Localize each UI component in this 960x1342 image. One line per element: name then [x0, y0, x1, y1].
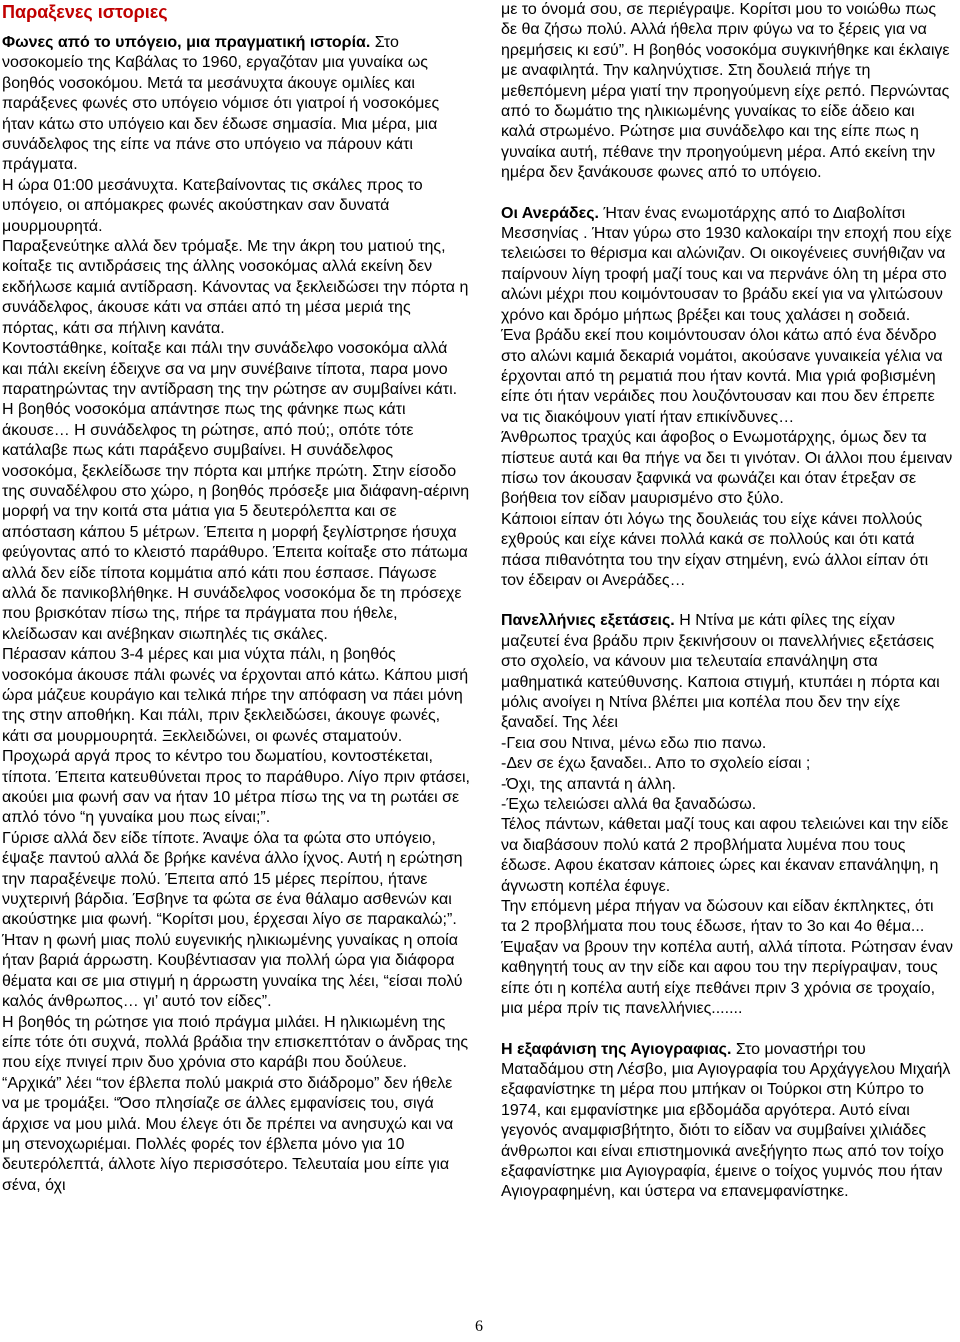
story-paragraph: Η ώρα 01:00 μεσάνυχτα. Κατεβαίνοντας τις σκάλες προς το υπόγειο, οι απόμακρες φωνές ακούστηκαν σαν δυνατά μουρμουρητά. [2, 176, 423, 235]
dialogue-line: -Δεν σε έχω ξαναδει.. Απο το σχολείο είσαι ; [501, 755, 811, 773]
story-exams [501, 611, 953, 1019]
story-icon-disappearance [501, 1040, 953, 1203]
story-paragraph: Γύρισε αλλά δεν είδε τίποτε. Άναψε όλα τα φώτα στο υπόγειο, έψαξε παντού αλλά δε βρήκε κανένα άλλο ίχνος. Αυτή η ερώτηση την παραξένεψε πολύ. Έπειτα από 15 μέρες περίπου, ήτανε νυχτερινή βάρδια. Έσβηνε τα φώτα σε ένα θάλαμο ασθενών και ακούστηκε μια φωνή. “Κορίτσι μου, έρχεσαι λίγο σε παρακαλώ;”. [2, 829, 463, 929]
story-paragraph: Η βοηθός νοσοκόμα απάντησε πως της φάνηκε πως κάτι άκουσε… Η συνάδελφος τη ρώτησε, από πού;, οπότε τότε κατάλαβε πως κάτι παράξενο συμβαίνει. Η συνάδελφος νοσοκόμα, ξεκλείδωσε την πόρτα και μπήκε πρώτη. Στην είσοδο της συναδέλφου στο χώρο, η βοηθός πρόσεξε μια διάφανη-αέρινη μορφή να την κοιτά στα μάτια για 5 δευτερόλεπτα και σε απόσταση κάπου 5 μέτρων. Έπειτα η μορφή ξεγλίστρησε ήσυχα φεύγοντας από το κλειστό παράθυρο. Έπειτα κοίταξε στο πάτωμα αλλά δεν είδε τίποτα κομμάτια από κάτι που έσπασε. Πάγωσε αλλά δε πανικοβλήθηκε. Η συνάδελφος νοσοκόμα δε τη πρόσεχε που βρισκόταν πίσω της, πήρε τα πράγματα που ήθελε, κλείδωσαν και ανέβηκαν σιωπηλές τις σκάλες. [2, 401, 470, 643]
story-aneraides [501, 204, 953, 592]
story-paragraph: Κοντοστάθηκε, κοίταξε και πάλι την συνάδελφο νοσοκόμα αλλά και πάλι εκείνη έδειχνε σα να μην συνέβαινε τίποτα, παρα μονο παρατηρώντας την αντίδραση της την ρώτησε αν συμβαίνει κάτι. [2, 340, 458, 398]
page-title: Παραξενες ιστοριες [2, 2, 168, 22]
story-paragraph: Η εξαφάνιση της Αγιογραφιας. Στο μοναστήρι του Ματαδάμου στη Λέσβο, μια Αγιογραφία του Αρχάγγελου Μιχαήλ εξαφανίστηκε τη μέρα που μπήκαν οι Τούρκοι στη Κύπρο το 1974, και εμφανίστηκε μια εβδομάδα αργότερα. Αυτό είναι γεγονός αναμφισβήτητο, διότι το είδαν να συμβαίνει χιλιάδες άνθρωποι και είναι επιστημονικά ανεξήγητο πως από τον τοίχο εξαφανίστηκε μια Αγιογραφία, έμεινε ο τοίχος γυμνός που ήταν Αγιογραφημένη, και ύστερα να επανεμφανίστηκε. [501, 1040, 951, 1201]
story-paragraph: Κάποιοι είπαν ότι λόγω της δουλειάς του είχε κάνει πολλούς εχθρούς και είχε κάνει πολλά κακά σε πολλούς και ότι κατά πάσα πιθανότητα του την είχαν στημένη, ενώ άλλοι είπαν ότι τον έδειραν οι Ανεράδες… [501, 510, 929, 589]
story-continuation: με το όνομά σου, σε περιέγραψε. Κορίτσι μου το νοιώθω πως δε θα ζήσω πολύ. Αλλά ήθελα πριν φύγω να το ξέρεις για να ηρεμήσεις κι εσύ”. Η βοηθός νοσοκόμα συγκινήθηκε και έκλαιγε με αναφιλητά. Την καληνύχτισε. Στη δουλειά πήγε τη μεθεπόμενη μέρα γιατί την προηγούμενη είχε ρεπό. Περνώντας από το δωμάτιο της ηλικιωμένης γυναίκας το είδε άδειο και καλά στρωμένο. Ρώτησε μια συνάδελφο και της είπε πως η γυναίκα αυτή, πέθανε την προηγούμενη μέρα. Από εκείνη την ημέρα δεν ξανάκουσε φωνες από το υπόγειο. [501, 1, 950, 182]
right-column [501, 0, 953, 1203]
story-title: Πανελλήνιες εξετάσεις. [501, 612, 675, 630]
story-paragraph: Ήταν η φωνή μιας πολύ ευγενικής ηλικιωμένης γυναίκας η οποία ήταν βαριά άρρωστη. Κουβέντιασαν για πολλή ώρα για διάφορα θέματα και σε μια στιγμή η άρρωστη γυναίκα της λέει, “είσαι πολύ καλός άνθρωπος… γι’ αυτό τον είδες”. [2, 931, 463, 1011]
story-paragraph: Την επόμενη μέρα πήγαν να δώσουν και είδαν έκπληκτες, ότι τα 2 προβλήματα που τους έδωσε, ήταν το 3ο και 4ο θέμα... Έψαξαν να βρουν την κοπέλα αυτή, αλλά τίποτα. Ρώτησαν έναν καθηγητή τους αν την είδε και αφου του την περίγραψαν, τους είπε ότι η κοπέλα αυτή είχε πεθάνει πριν 3 χρόνια σε τροχαίο, μια μέρα πρίν τις πανελλήνιες....... [501, 898, 954, 1018]
story-paragraph: Ένα βράδυ εκεί που κοιμόντουσαν όλοι κάτω από ένα δένδρο στο αλώνι καμιά δεκαριά νομάτοι, ακούσανε γυναικεία γέλια να έρχονται από τη ρεματιά που ήταν κοντά. Μια γριά φοβισμένη είπε ότι ήταν νεράιδες που λουζόντουσαν και που δεν έπρεπε να τις διακόψουν γιατί ήταν επικίνδυνες… [501, 327, 943, 426]
dialogue-line: -Όχι, της απαντά η άλλη. [501, 775, 676, 793]
dialogue-line: -Γεια σου Ντινα, μένω εδω πιο πανω. [501, 734, 767, 752]
story-paragraph: Άνθρωπος τραχύς και άφοβος ο Ενωμοτάρχης, όμως δεν τα πίστευε αυτά και θα πήγε να δει τι γινόταν. Οι άλλοι που έμειναν πίσω τον άκουσαν ξαφνικά να φωνάζει και όταν έτρεξαν σε βοήθεια τον είδαν μαυρισμένο στο ξύλο. [501, 429, 953, 508]
story-title: Οι Ανεράδες. [501, 204, 599, 222]
story-paragraph: Παραξενεύτηκε αλλά δεν τρόμαξε. Με την άκρη του ματιού της, κοίταξε τις αντιδράσεις της άλλης νοσοκόμας αλλά εκείνη δεν εκδήλωσε καμιά αντίδραση. Κάνοντας να ξεκλειδώσει την πόρτα η συνάδελφος, άκουσε κάτι να σπάει από τη μέσα μεριά της πόρτας, κάτι σα πήλινη κανάτα. [2, 238, 469, 337]
page-number: 6 [475, 1318, 483, 1335]
story-title: Φωνες από το υπόγειο, μια πραγματική ιστορία. [2, 34, 371, 51]
story-title: Η εξαφάνιση της Αγιογραφιας. [501, 1040, 732, 1058]
story-ghost-voices [2, 33, 470, 1196]
story-paragraph: Πανελλήνιες εξετάσεις. Η Ντίνα με κάτι φίλες της είχαν μαζευτεί ένα βράδυ πριν ξεκινήσουν οι πανελλήνιες εξετάσεις στο σχολείο, να κάνουν μια τελευταία επανάληψη στα μαθηματικά κατεύθυνσης. Καποια στιγμή, κτυπάει η πόρτα και μόλις ανοίγει η Ντίνα βλέπει μια κοπέλα που δεν την είχε ξαναδεί. Της λέει [501, 612, 940, 732]
story-paragraph: Οι Ανεράδες. Ήταν ένας ενωμοτάρχης από το Διαβολίτσι Μεσσηνίας . Ήταν γύρω στο 1930 καλοκαίρι την εποχή που είχε τελειώσει το θέρισμα και αλώνιζαν. Οι οικογένειες συνήθιζαν να παίρνουν λίγη τροφή μαζί τους και να περνάνε όλη τη μέρα στο αλώνι μέχρι που κοιμόντουσαν το βράδυ εκεί για να γλιτώσουν χρόνο και δρόμο μήπως βρέξει και τους χαλάσει η σοδειά. [501, 204, 952, 324]
dialogue-line: -Έχω τελειώσει αλλά θα ξαναδώσω. [501, 796, 757, 814]
story-paragraph: Πέρασαν κάπου 3-4 μέρες και μια νύχτα πάλι, η βοηθός νοσοκόμα άκουσε πάλι φωνές να έρχονται από κάτω. Κάπου μισή ώρα μάζευε κουράγιο και τελικά πήρε την απόφαση να πάει μόνη της στην αποθήκη. Και πάλι, πριν ξεκλειδώσει, άκουγε φωνές, κάτι σα μουρμουρητά. Ξεκλειδώνει, οι φωνές σταματούν. Προχωρά αργά προς το κέντρο του δωματίου, κοντοστέκεται, τίποτα. Έπειτα κατευθύνεται προς το παράθυρο. Λίγο πριν φτάσει, ακούει μια φωνή σαν να ήταν 10 μέτρα πίσω της να τη ρωτάει σε απλό τόνο “η γυναίκα μου πως είναι;”. [2, 646, 470, 827]
story-paragraph: Η βοηθός τη ρώτησε για ποιό πράγμα μιλάει. Η ηλικιωμένη της είπε τότε ότι συχνά, πολλά βράδια την επισκεπτόταν ο άνδρας της που είχε πνιγεί πριν δυο χρόνια στο καράβι που δούλευε. “Αρχικά” λέει “τον έβλεπα πολύ μακριά στο διάδρομο” δεν ήθελε να με τρομάξει. “Όσο πλησίαζε σε άλλες εμφανίσεις του, σιγά άρχισε να μου μιλά. Μου έλεγε ότι δε πρέπει να ανησυχώ και να μη στενοχωριέμαι. Πολλές φορές τον έβλεπα μόνο για 10 δευτερόλεπτά, άλλοτε λίγο περισσότερο. Τελευταία μου είπε για σένα, όχι [2, 1013, 469, 1194]
left-column [2, 0, 470, 1196]
story-paragraph: Τέλος πάντων, κάθεται μαζί τους και αφου τελειώνει και την είδε να διαβάσουν πολύ κατά 2 προβλήματα λυμένα που τους έδωσε. Αφου έκατσαν κάποιες ώρες και έκαναν επανάληψη, η άγνωστη κοπέλα έφυγε. [501, 816, 949, 895]
story-paragraph: Φωνες από το υπόγειο, μια πραγματική ιστορία. Στο νοσοκομείο της Καβάλας το 1960, εργαζόταν μια γυναίκα ως βοηθός νοσοκόμου. Μετά τα μεσάνυχτα άκουγε ομιλίες και παράξενες φωνές στο υπόγειο νόμισε ότι γιατροί ή νοσοκόμες ήταν κάτω στο υπόγειο και δεν έδωσε σημασία. Μια μέρα, μια συνάδελφος της είπε να πάνε στο υπόγειο να πάρουν κάτι πράγματα. [2, 34, 440, 174]
